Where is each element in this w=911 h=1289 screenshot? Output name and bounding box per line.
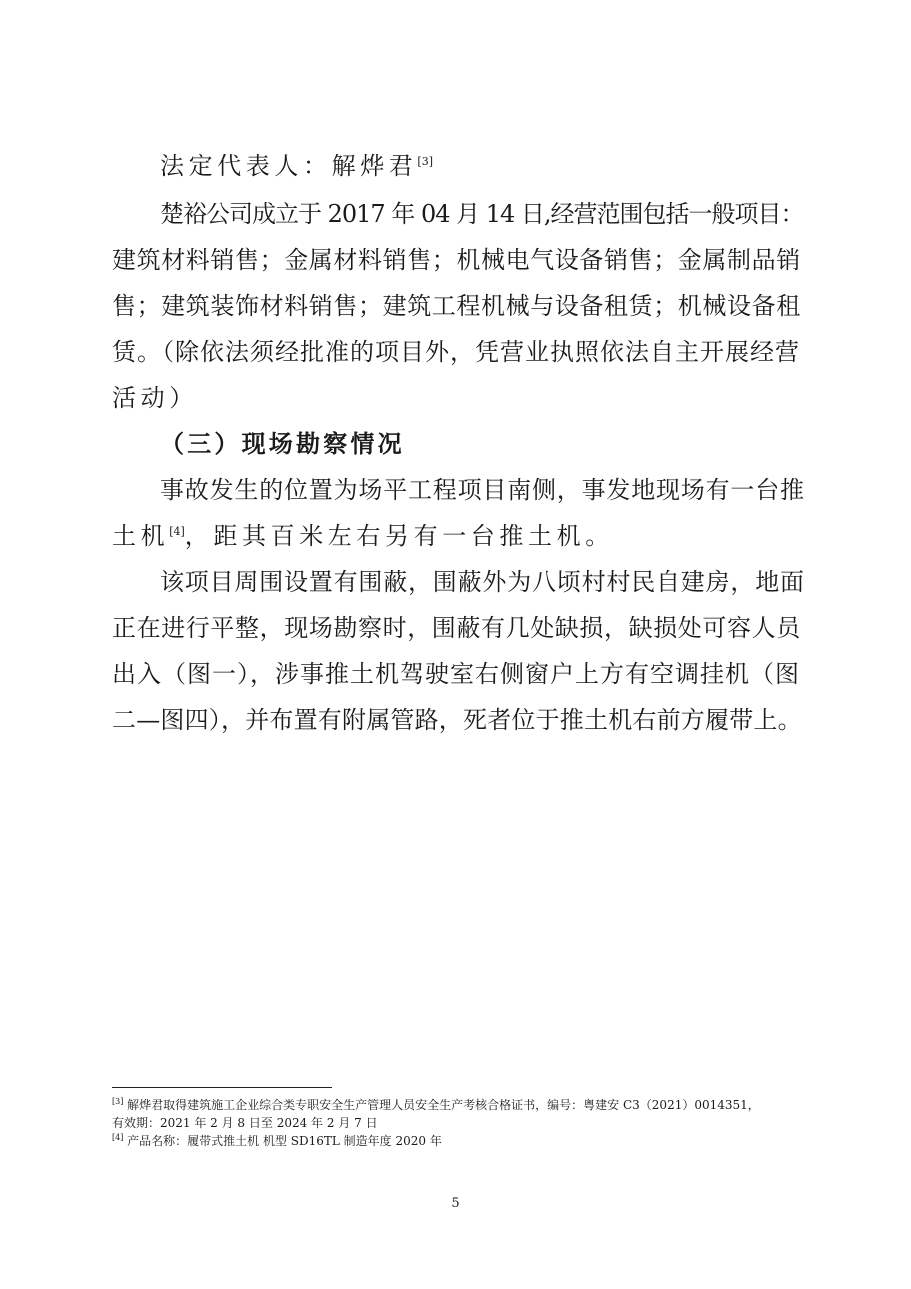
footnote-4 [112,1133,442,1150]
paragraph-line [112,514,614,558]
paragraph-line: 楚裕公司成立于 2017 年 04 月 14 日,经营范围包括一般项目： [160,200,804,228]
footnote-text: 解烨君取得建筑施工企业综合类专职安全生产管理人员安全生产考核合格证书，编号：粤建安 C3（2021）0014351， [123,1098,760,1112]
paragraph-line: 事故发生的位置为场平工程项目南侧，事发地现场有一台推 [160,476,805,504]
paragraph-line: 售；建筑装饰材料销售；建筑工程机械与设备租赁；机械设备租 [112,292,801,320]
legal-representative-line [160,144,433,188]
footnote-marker: [3] [112,1097,124,1106]
footnote-text: 产品名称：履带式推土机 机型 SD16TL 制造年度 2020 年 [123,1134,442,1148]
paragraph-line: 正在进行平整，现场勘察时，围蔽有几处缺损，缺损处可容人员 [112,614,801,642]
paragraph-line: 二—图四），并布置有附属管路，死者位于推土机右前方履带上。 [112,706,802,734]
paragraph-line: 该项目周围设置有围蔽，围蔽外为八顷村村民自建房，地面 [160,568,805,596]
paragraph-line: 活动） [112,384,198,412]
page-number: 5 [451,1196,460,1211]
paragraph-line: 建筑材料销售；金属材料销售；机械电气设备销售；金属制品销 [112,246,801,274]
footnote-3 [112,1097,760,1114]
section-heading: （三）现场勘察情况 [160,429,405,458]
footnote-3-continued: 有效期：2021 年 2 月 8 日至 2024 年 2 月 7 日 [112,1116,378,1130]
legal-representative-text: 法定代表人：解烨君 [160,152,418,180]
paragraph-line: 赁。（除依法须经批准的项目外，凭营业执照依法自主开展经营 [112,338,800,366]
paragraph-line: 出入（图一），涉事推土机驾驶室右侧窗户上方有空调挂机（图 [112,660,800,688]
paragraph-text: ，距其百米左右另有一台推土机。 [184,522,614,550]
footnote-separator [112,1087,332,1088]
footnote-ref-3: [3] [417,155,433,168]
paragraph-text: 土机 [112,522,170,550]
footnote-ref-4: [4] [169,525,185,538]
footnote-marker: [4] [112,1133,124,1142]
